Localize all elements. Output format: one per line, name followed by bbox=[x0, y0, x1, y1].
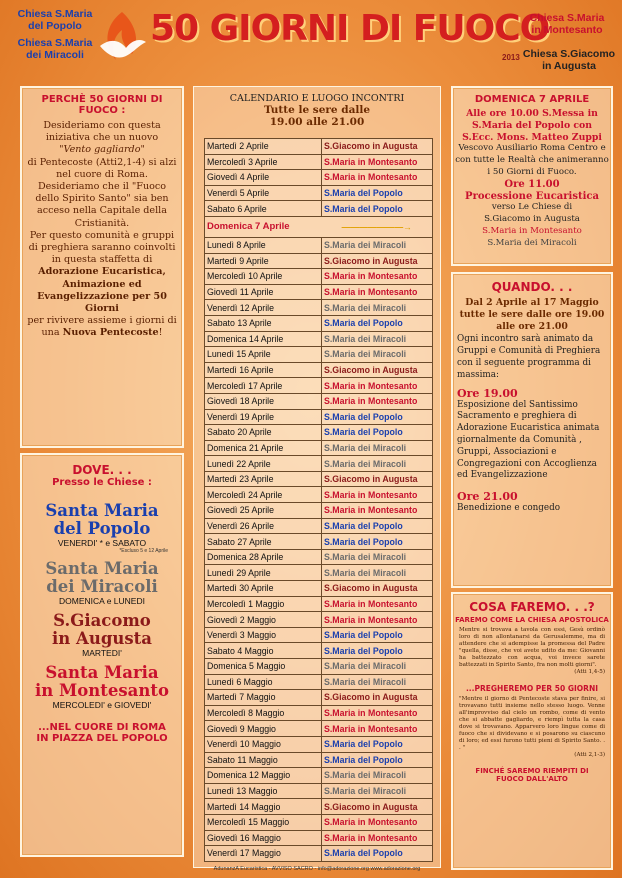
calendar-date: Martedì 30 Aprile bbox=[205, 581, 322, 597]
calendar-row bbox=[205, 185, 433, 201]
calendar-row bbox=[205, 814, 433, 830]
calendar-date: Venerdì 17 Maggio bbox=[205, 846, 322, 862]
quando-desc-2: Benedizione e congedo bbox=[457, 503, 561, 514]
church-days: MERCOLEDI' e GIOVEDI' bbox=[52, 700, 152, 710]
perche-text: Per questo comunità e gruppi di preghiera saranno coinvolti in questa staffetta di bbox=[28, 229, 176, 266]
calendar-place: S.Giacomo in Augusta bbox=[322, 581, 433, 597]
church-name: dei Miracoli bbox=[46, 577, 158, 596]
calendar-row bbox=[205, 736, 433, 752]
calendar-panel bbox=[193, 86, 441, 868]
perche-body bbox=[22, 116, 182, 340]
calendar-date: Lunedì 15 Aprile bbox=[205, 347, 322, 363]
calendar-place: ———————→ bbox=[322, 216, 433, 237]
calendar-place: S.Maria del Popolo bbox=[322, 627, 433, 643]
calendar-place: S.Maria del Popolo bbox=[322, 643, 433, 659]
quando-time-1: Ore 19.00 bbox=[457, 386, 518, 400]
domenica-line: S.Ecc. Mons. Matteo Zuppi bbox=[462, 131, 602, 143]
cosa-panel bbox=[451, 592, 613, 870]
calendar-date: Lunedì 8 Aprile bbox=[205, 237, 322, 253]
quando-desc-1: Esposizione del Santissimo Sacramento e preghiera di Adorazione Eucaristica animata giornalmente da Comunità , Gruppi, Associazioni e Congregazioni con Accoglienza ed Evangelizzazione bbox=[457, 399, 600, 481]
church-list bbox=[22, 502, 182, 710]
page-title: 50 GIORNI DI FUOCO bbox=[150, 8, 550, 49]
calendar-date: Martedì 16 Aprile bbox=[205, 362, 322, 378]
calendar-date: Giovedì 11 Aprile bbox=[205, 284, 322, 300]
calendar-place: S.Maria del Popolo bbox=[322, 425, 433, 441]
domenica-line: Alle ore 10.00 S.Messa in S.Maria del Popolo con bbox=[466, 108, 598, 131]
domenica-line: Vescovo Ausiliario Roma Centro e con tutte le Realtà che animeranno i 50 Giorni di Fuoco. bbox=[455, 143, 609, 177]
calendar-row bbox=[205, 768, 433, 784]
church-name: Santa Maria bbox=[45, 559, 159, 578]
church-days: DOMENICA e LUNEDI bbox=[59, 596, 145, 606]
calendar-place: S.Maria del Popolo bbox=[322, 315, 433, 331]
calendar-row bbox=[205, 596, 433, 612]
calendar-date: Martedì 9 Aprile bbox=[205, 253, 322, 269]
calendar-place: S.Giacomo in Augusta bbox=[322, 690, 433, 706]
calendar-row bbox=[205, 440, 433, 456]
quando-program: Ogni incontro sarà animato da Gruppi e Comunità di Preghiera con il seguente programma di massima: bbox=[457, 334, 601, 380]
calendar-date: Mercoledì 24 Aprile bbox=[205, 487, 322, 503]
calendar-row bbox=[205, 721, 433, 737]
calendar-place: S.Maria del Popolo bbox=[322, 752, 433, 768]
calendar-table bbox=[204, 138, 433, 862]
calendar-place: S.Maria in Montesanto bbox=[322, 721, 433, 737]
calendar-date: Martedì 7 Maggio bbox=[205, 690, 322, 706]
calendar-date: Domenica 5 Maggio bbox=[205, 659, 322, 675]
calendar-place: S.Maria in Montesanto bbox=[322, 830, 433, 846]
calendar-row bbox=[205, 315, 433, 331]
calendar-place: S.Maria del Popolo bbox=[322, 201, 433, 217]
calendar-place: S.Maria dei Miracoli bbox=[322, 347, 433, 363]
church-label: Chiesa S.Maria bbox=[17, 37, 93, 49]
calendar-date: Venerdì 3 Maggio bbox=[205, 627, 322, 643]
calendar-place: S.Maria dei Miracoli bbox=[322, 456, 433, 472]
cosa-quote-2: "Mentre il giorno di Pentecoste stava per finire, si trovavano tutti insieme nello stesso luogo. Venne all'improvviso dal cielo un rombo, come di vento che si abbatte gagliardo, e riempì tutta la casa dove si trovavano. Apparvero loro lingue come di fuoco che si dividevano e si posarono su ciascuno di loro; ed essi furono tutti pieni di Spirito Santo. . . " bbox=[459, 696, 605, 751]
calendar-place: S.Maria dei Miracoli bbox=[322, 440, 433, 456]
calendar-date: Sabato 20 Aprile bbox=[205, 425, 322, 441]
perche-panel bbox=[20, 86, 184, 448]
calendar-row bbox=[205, 534, 433, 550]
calendar-date: Lunedì 13 Maggio bbox=[205, 783, 322, 799]
domenica-church: S.Maria dei Miracoli bbox=[487, 237, 577, 248]
calendar-row bbox=[205, 549, 433, 565]
calendar-row bbox=[205, 154, 433, 170]
calendar-sub1: Tutte le sere dalle bbox=[263, 104, 371, 116]
cosa-sub-2: ...PREGHEREMO PER 50 GIORNI bbox=[465, 684, 599, 693]
calendar-date: Mercoledì 17 Aprile bbox=[205, 378, 322, 394]
calendar-place: S.Maria in Montesanto bbox=[322, 814, 433, 830]
year-label: 2013 bbox=[502, 53, 520, 62]
calendar-date: Lunedì 6 Maggio bbox=[205, 674, 322, 690]
cosa-ref-1: (Atti 1,4-5) bbox=[574, 669, 605, 675]
calendar-place: S.Giacomo in Augusta bbox=[322, 471, 433, 487]
calendar-date: Giovedì 9 Maggio bbox=[205, 721, 322, 737]
calendar-row bbox=[205, 690, 433, 706]
church-note: *Escluso 5 e 12 Aprile bbox=[119, 548, 168, 554]
quando-panel bbox=[451, 272, 613, 588]
calendar-place: S.Maria dei Miracoli bbox=[322, 331, 433, 347]
calendar-place: S.Maria in Montesanto bbox=[322, 269, 433, 285]
church-label: in Montesanto bbox=[531, 24, 603, 36]
church-label: dei Miracoli bbox=[26, 49, 84, 61]
calendar-row bbox=[205, 253, 433, 269]
calendar-date: Domenica 21 Aprile bbox=[205, 440, 322, 456]
domenica-body bbox=[453, 108, 611, 250]
church-label: del Popolo bbox=[28, 20, 82, 32]
quando-heading: QUANDO. . . bbox=[491, 280, 573, 294]
calendar-place: S.Maria dei Miracoli bbox=[322, 659, 433, 675]
calendar-place: S.Maria dei Miracoli bbox=[322, 674, 433, 690]
calendar-row bbox=[205, 378, 433, 394]
calendar-row bbox=[205, 799, 433, 815]
calendar-place: S.Giacomo in Augusta bbox=[322, 362, 433, 378]
calendar-row bbox=[205, 581, 433, 597]
calendar-row bbox=[205, 674, 433, 690]
calendar-date: Sabato 27 Aprile bbox=[205, 534, 322, 550]
calendar-date: Mercoledì 3 Aprile bbox=[205, 154, 322, 170]
calendar-sub2: 19.00 alle 21.00 bbox=[269, 116, 365, 128]
calendar-date: Sabato 6 Aprile bbox=[205, 201, 322, 217]
calendar-place: S.Maria del Popolo bbox=[322, 846, 433, 862]
domenica-church: S.Giacomo in Augusta bbox=[484, 214, 580, 225]
perche-bold: Nuova Pentecoste bbox=[62, 327, 159, 339]
calendar-place: S.Maria in Montesanto bbox=[322, 378, 433, 394]
calendar-date: Giovedì 4 Aprile bbox=[205, 170, 322, 186]
calendar-title: CALENDARIO E LUOGO INCONTRI bbox=[229, 93, 405, 104]
calendar-row bbox=[205, 216, 433, 237]
calendar-place: S.Giacomo in Augusta bbox=[322, 253, 433, 269]
calendar-row bbox=[205, 170, 433, 186]
calendar-date: Giovedì 16 Maggio bbox=[205, 830, 322, 846]
calendar-row bbox=[205, 300, 433, 316]
calendar-place: S.Maria dei Miracoli bbox=[322, 565, 433, 581]
perche-bold: Adorazione Eucaristica, Animazione ed Evangelizzazione per 50 Giorni bbox=[37, 266, 167, 315]
calendar-place: S.Maria in Montesanto bbox=[322, 705, 433, 721]
calendar-date: Giovedì 25 Aprile bbox=[205, 503, 322, 519]
calendar-row bbox=[205, 518, 433, 534]
calendar-row bbox=[205, 612, 433, 628]
calendar-row bbox=[205, 705, 433, 721]
dove-heading: DOVE. . . bbox=[72, 463, 132, 477]
calendar-place: S.Giacomo in Augusta bbox=[322, 799, 433, 815]
calendar-row bbox=[205, 471, 433, 487]
calendar-row bbox=[205, 269, 433, 285]
church-name: in Augusta bbox=[52, 629, 152, 648]
cosa-sub-1: FAREMO COME LA CHIESA APOSTOLICA bbox=[455, 616, 609, 624]
calendar-row bbox=[205, 425, 433, 441]
church-name: Santa Maria bbox=[45, 663, 159, 682]
calendar-place: S.Maria in Montesanto bbox=[322, 596, 433, 612]
church-label: in Augusta bbox=[542, 60, 596, 72]
quando-time-2: Ore 21.00 bbox=[457, 490, 518, 504]
calendar-place: S.Maria in Montesanto bbox=[322, 487, 433, 503]
calendar-date: Lunedì 22 Aprile bbox=[205, 456, 322, 472]
calendar-date: Sabato 4 Maggio bbox=[205, 643, 322, 659]
calendar-row bbox=[205, 846, 433, 862]
calendar-place: S.Maria dei Miracoli bbox=[322, 783, 433, 799]
cosa-quote-1: Mentre si trovava a tavola con essi, Gesù ordinò loro di non allontanarsi da Gerusalemme, ma di attendere che si adempisse la promessa del Padre "quella, disse, che voi avete udito da me: Giovanni ha battezzato con acqua, voi invece sarete battezzati in Spirito Santo, fra non molti giorni". bbox=[459, 627, 605, 668]
calendar-row bbox=[205, 139, 433, 155]
calendar-date: Domenica 28 Aprile bbox=[205, 549, 322, 565]
calendar-row bbox=[205, 456, 433, 472]
calendar-date: Martedì 14 Maggio bbox=[205, 799, 322, 815]
domenica-line: Ore 11.00 bbox=[504, 178, 560, 190]
calendar-place: S.Maria dei Miracoli bbox=[322, 549, 433, 565]
perche-quote: "Vento gagliardo" bbox=[59, 144, 145, 156]
domenica-panel bbox=[451, 86, 613, 266]
calendar-row bbox=[205, 237, 433, 253]
calendar-row bbox=[205, 409, 433, 425]
church-name: in Montesanto bbox=[35, 681, 169, 700]
calendar-date: Domenica 7 Aprile bbox=[205, 216, 322, 237]
cosa-heading: COSA FAREMO. . .? bbox=[469, 600, 595, 614]
calendar-place: S.Maria in Montesanto bbox=[322, 612, 433, 628]
calendar-date: Sabato 11 Maggio bbox=[205, 752, 322, 768]
calendar-date: Venerdì 10 Maggio bbox=[205, 736, 322, 752]
church-label: Chiesa S.Giacomo bbox=[522, 48, 616, 60]
cosa-end: FINCHÉ SAREMO RIEMPITI DI FUOCO DALL'ALTO bbox=[475, 767, 589, 783]
calendar-date: Venerdì 26 Aprile bbox=[205, 518, 322, 534]
church-days: MARTEDI' bbox=[82, 648, 122, 658]
calendar-row bbox=[205, 331, 433, 347]
church-label: Chiesa S.Maria bbox=[529, 12, 605, 24]
calendar-place: S.Maria dei Miracoli bbox=[322, 768, 433, 784]
calendar-place: S.Maria in Montesanto bbox=[322, 393, 433, 409]
perche-text: Desideriamo con questa iniziativa che un nuovo bbox=[43, 120, 161, 144]
domenica-heading: DOMENICA 7 APRILE bbox=[474, 94, 590, 105]
calendar-row bbox=[205, 347, 433, 363]
calendar-row bbox=[205, 565, 433, 581]
calendar-date: Venerdì 19 Aprile bbox=[205, 409, 322, 425]
calendar-row bbox=[205, 783, 433, 799]
calendar-place: S.Maria del Popolo bbox=[322, 534, 433, 550]
header-top-right bbox=[522, 12, 612, 36]
calendar-date: Giovedì 18 Aprile bbox=[205, 393, 322, 409]
calendar-place: S.Maria del Popolo bbox=[322, 518, 433, 534]
domenica-line: verso Le Chiese di bbox=[491, 202, 573, 213]
quando-intro: Dal 2 Aprile al 17 Maggio tutte le sere dalle ore 19.00 alle ore 21.00 bbox=[459, 297, 605, 332]
domenica-line: Processione Eucaristica bbox=[465, 190, 599, 202]
dove-footer-1: ...NEL CUORE DI ROMA bbox=[38, 722, 166, 733]
perche-text: per rivivere assieme i giorni di una bbox=[27, 315, 177, 339]
dove-subheading: Presso le Chiese : bbox=[52, 477, 152, 488]
church-name: del Popolo bbox=[53, 519, 151, 538]
dove-panel bbox=[20, 453, 184, 857]
calendar-row bbox=[205, 752, 433, 768]
calendar-date: Martedì 23 Aprile bbox=[205, 471, 322, 487]
perche-text: ! bbox=[158, 327, 163, 339]
calendar-date: Venerdì 12 Aprile bbox=[205, 300, 322, 316]
calendar-date: Mercoledì 1 Maggio bbox=[205, 596, 322, 612]
calendar-row bbox=[205, 830, 433, 846]
calendar-row bbox=[205, 487, 433, 503]
church-name: Santa Maria bbox=[45, 501, 159, 520]
perche-heading: PERCHÈ 50 GIORNI DI FUOCO : bbox=[41, 94, 163, 116]
calendar-place: S.Maria del Popolo bbox=[322, 185, 433, 201]
cosa-ref-2: (Atti 2,1-3) bbox=[574, 752, 605, 758]
calendar-place: S.Maria del Popolo bbox=[322, 736, 433, 752]
calendar-date: Domenica 12 Maggio bbox=[205, 768, 322, 784]
calendar-row bbox=[205, 627, 433, 643]
calendar-date: Mercoledì 10 Aprile bbox=[205, 269, 322, 285]
dove-flame-icon bbox=[96, 8, 148, 70]
calendar-date: Lunedì 29 Aprile bbox=[205, 565, 322, 581]
church-days: VENERDI' * e SABATO bbox=[57, 538, 147, 548]
calendar-date: Venerdì 5 Aprile bbox=[205, 185, 322, 201]
calendar-row bbox=[205, 362, 433, 378]
header-top-left bbox=[14, 8, 96, 61]
calendar-row bbox=[205, 659, 433, 675]
church-name: S.Giacomo bbox=[53, 611, 151, 630]
calendar-date: Mercoledì 15 Maggio bbox=[205, 814, 322, 830]
dove-footer-2: IN PIAZZA DEL POPOLO bbox=[36, 733, 168, 744]
calendar-row bbox=[205, 503, 433, 519]
calendar-row bbox=[205, 393, 433, 409]
perche-text: di Pentecoste (Atti2,1-4) si alzi nel cuore di Roma. Desideriamo che il "Fuoco dello Spirito Santo" sia ben acceso nella Capitale della Cristianità. bbox=[27, 156, 177, 229]
calendar-row bbox=[205, 201, 433, 217]
calendar-row bbox=[205, 643, 433, 659]
calendar-place: S.Maria in Montesanto bbox=[322, 154, 433, 170]
calendar-place: S.Maria dei Miracoli bbox=[322, 237, 433, 253]
calendar-date: Sabato 13 Aprile bbox=[205, 315, 322, 331]
calendar-date: Mercoledì 8 Maggio bbox=[205, 705, 322, 721]
domenica-church: S.Maria in Montesanto bbox=[482, 225, 582, 236]
calendar-date: Martedì 2 Aprile bbox=[205, 139, 322, 155]
calendar-place: S.Maria in Montesanto bbox=[322, 170, 433, 186]
church-label: Chiesa S.Maria bbox=[17, 8, 93, 20]
calendar-row bbox=[205, 284, 433, 300]
calendar-place: S.Maria in Montesanto bbox=[322, 284, 433, 300]
calendar-date: Domenica 14 Aprile bbox=[205, 331, 322, 347]
page-footer: AdunanzA Eucaristica - AVVISO SACRO - info@adorazione.org www.adorazione.org bbox=[213, 866, 421, 872]
header-top-right-2 bbox=[522, 48, 616, 72]
calendar-place: S.Maria in Montesanto bbox=[322, 503, 433, 519]
calendar-place: S.Maria dei Miracoli bbox=[322, 300, 433, 316]
calendar-place: S.Giacomo in Augusta bbox=[322, 139, 433, 155]
calendar-place: S.Maria del Popolo bbox=[322, 409, 433, 425]
calendar-date: Giovedì 2 Maggio bbox=[205, 612, 322, 628]
